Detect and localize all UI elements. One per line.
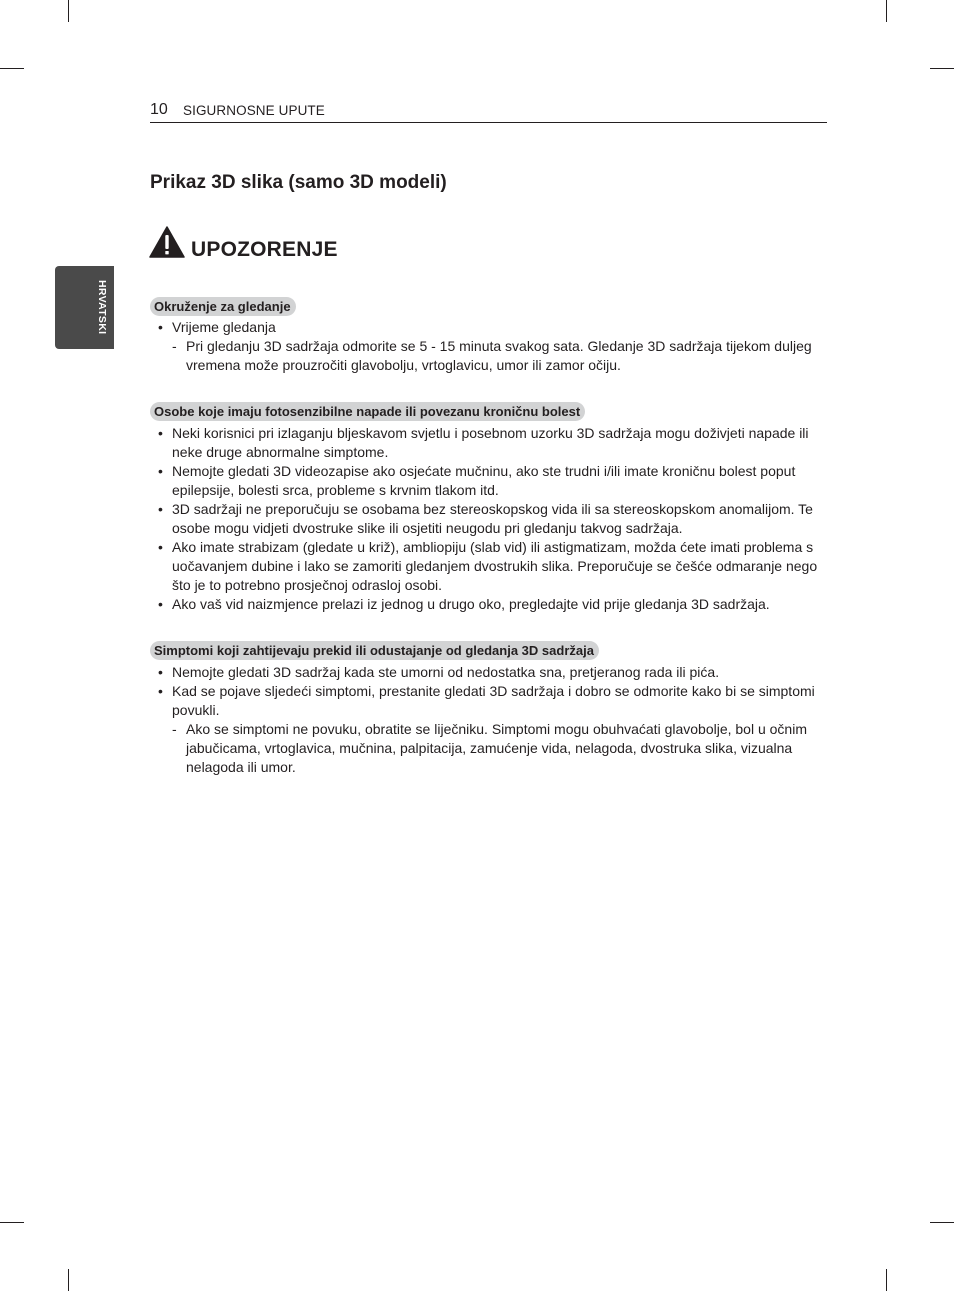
list-item: • Nemojte gledati 3D videozapise ako osjećate mučninu, ako ste trudni i/ili imate kroničnu bolest poput epilepsije, bolesti srca, probleme s krvnim tlakom itd.: [150, 462, 830, 500]
warning-title: UPOZORENJE: [191, 238, 338, 261]
list-item: • Kad se pojave sljedeći simptomi, prestanite gledati 3D sadržaja i dobro se odmorite kako bi se simptomi povukli.: [150, 682, 830, 720]
list-item: • Ako imate strabizam (gledate u križ), ambliopiju (slab vid) ili astigmatizam, možda ćete imati problema s uočavanjem dubine i lako se zamoriti gledanjem dvostrukih slika. Preporučuje se češće odmaranje nego što je to potrebno prosječnoj odrasloj osobi.: [150, 538, 830, 595]
list-item: • Vrijeme gledanja: [150, 318, 830, 337]
crop-mark: [68, 0, 69, 22]
language-tab-label: HRVATSKI: [96, 280, 108, 335]
crop-mark: [68, 1269, 69, 1291]
crop-mark: [930, 68, 954, 69]
crop-mark: [930, 1222, 954, 1223]
sub-item: - Ako se simptomi ne povuku, obratite se liječniku. Simptomi mogu obuhvaćati glavobolje, bol u očnim jabučicama, vrtoglavica, mučnina, palpitacija, zamućenje vida, nelagoda, dvostruka slika, vizualna nelagoda ili umor.: [150, 720, 830, 777]
crop-mark: [0, 68, 24, 69]
section-heading: Okruženje za gledanje: [150, 297, 296, 316]
sub-item: - Pri gledanju 3D sadržaja odmorite se 5 - 15 minuta svakog sata. Gledanje 3D sadržaja tijekom duljeg vremena može prouzročiti glavobolju, vrtoglavicu, umor ili zamor očiju.: [150, 337, 830, 375]
page-title: Prikaz 3D slika (samo 3D modeli): [150, 172, 447, 193]
page-number: 10: [150, 101, 168, 118]
page-header: [150, 100, 827, 123]
warning-triangle-icon: [149, 226, 185, 258]
section-body: [150, 318, 830, 375]
list-item: • Ako vaš vid naizmjence prelazi iz jednog u drugo oko, pregledajte vid prije gledanja 3D sadržaja.: [150, 595, 830, 614]
section-heading: Osobe koje imaju fotosenzibilne napade ili povezanu kroničnu bolest: [150, 402, 585, 421]
list-item: • Nemojte gledati 3D sadržaj kada ste umorni od nedostatka sna, pretjeranog rada ili pića.: [150, 663, 830, 682]
list-item: • 3D sadržaji ne preporučuju se osobama bez stereoskopskog vida ili sa stereoskopskom anomalijom. Te osobe mogu vidjeti dvostruke slike ili osjetiti neugodu pri gledanju takvog sadržaja.: [150, 500, 830, 538]
section-body: [150, 663, 830, 777]
list-item: • Neki korisnici pri izlaganju bljeskavom svjetlu i posebnom uzorku 3D sadržaja mogu doživjeti napade ili neke druge abnormalne simptome.: [150, 424, 830, 462]
crop-mark: [0, 1222, 24, 1223]
section-heading: Simptomi koji zahtijevaju prekid ili odustajanje od gledanja 3D sadržaja: [150, 641, 599, 660]
section-body: [150, 424, 830, 614]
section-title: SIGURNOSNE UPUTE: [183, 103, 325, 118]
crop-mark: [886, 1269, 887, 1291]
crop-mark: [886, 0, 887, 22]
